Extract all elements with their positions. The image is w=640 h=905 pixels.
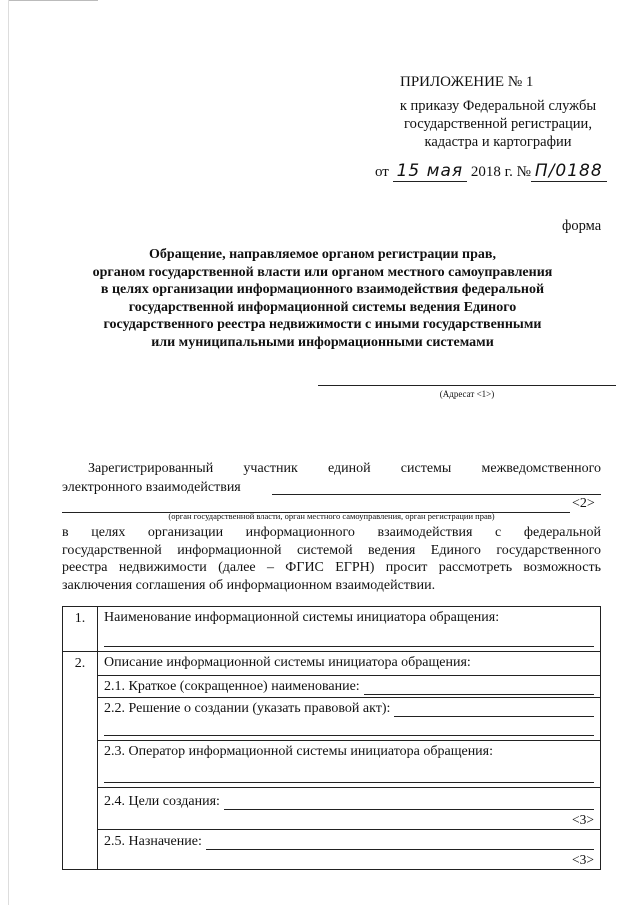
scan-edge-top — [8, 0, 98, 1]
goals-footnote-mark: <3> — [572, 812, 594, 827]
paragraph-line: заключения соглашения об информационном взаимодействии. — [62, 577, 436, 593]
system-name-field[interactable] — [104, 632, 594, 647]
registered-participant-label: электронного взаимодействия — [62, 480, 241, 495]
form-label: форма — [562, 218, 602, 234]
short-name-row — [98, 675, 600, 697]
paragraph-line: в целях организации информационного взаимодействия с федеральной — [62, 525, 601, 540]
operator-row — [98, 740, 600, 783]
operator-field[interactable] — [104, 768, 594, 783]
row-content — [98, 652, 601, 870]
title-line: или муниципальными информационными системами — [151, 334, 494, 350]
row-content — [98, 607, 601, 652]
row-number: 1. — [63, 607, 98, 652]
addressee-caption: (Адресат <1>) — [439, 389, 495, 399]
title-line: в целях организации информационного взаимодействия федеральной — [100, 282, 545, 297]
footnote-mark: <2> — [572, 496, 595, 511]
info-system-table — [62, 606, 601, 870]
system-description-label: Описание информационной системы инициатора обращения: — [104, 655, 471, 670]
paragraph-line: реестра недвижимости (далее – ФГИС ЕГРН) просит рассмотреть возможность — [62, 560, 601, 575]
title-line: органом государственной власти или органом местного самоуправления — [92, 264, 553, 280]
operator-label: 2.3. Оператор информационной системы инициатора обращения: — [104, 744, 494, 759]
title-line: государственного реестра недвижимости с иными государственными — [103, 317, 542, 332]
decision-field-continued[interactable] — [104, 721, 594, 736]
goals-row — [98, 787, 600, 829]
appendix-heading: ПРИЛОЖЕНИЕ № 1 — [400, 74, 534, 90]
purpose-footnote-mark: <3> — [572, 852, 594, 867]
decision-field[interactable] — [394, 702, 594, 717]
order-date-line — [375, 161, 615, 182]
goals-label: 2.4. Цели создания: — [104, 794, 220, 809]
purpose-row — [98, 829, 600, 869]
document-title — [60, 246, 585, 351]
participant-caption: (орган государственной власти, орган местного самоуправления, орган регистрации прав) — [168, 511, 495, 521]
table-row — [63, 607, 601, 652]
registered-participant-line: Зарегистрированный участник единой системы межведомственного — [88, 461, 601, 476]
system-name-label: Наименование информационной системы инициатора обращения: — [104, 610, 500, 625]
purpose-line — [98, 830, 600, 852]
order-reference — [388, 97, 608, 151]
purpose-field[interactable] — [206, 835, 594, 850]
addressee-field[interactable] — [318, 385, 616, 386]
decision-row — [98, 697, 600, 719]
title-line: государственной информационной системы ведения Единого — [128, 299, 517, 315]
participant-name-field[interactable] — [272, 494, 601, 495]
order-line: кадастра и картографии — [424, 134, 572, 150]
date-prefix: от — [375, 164, 389, 180]
table-row — [63, 652, 601, 870]
handwritten-date: 15 мая — [393, 161, 468, 182]
order-line: государственной регистрации, — [404, 116, 592, 132]
purpose-label: 2.5. Назначение: — [104, 834, 202, 849]
date-year: 2018 г. № — [470, 164, 531, 180]
handwritten-number: П/0188 — [531, 161, 607, 182]
request-paragraph — [62, 524, 601, 594]
goals-field[interactable] — [224, 795, 594, 810]
paragraph-line: государственной информационной системой ведения Единого государственного — [62, 542, 601, 558]
title-line: Обращение, направляемое органом регистрации прав, — [149, 247, 496, 262]
order-line: к приказу Федеральной службы — [399, 98, 597, 114]
short-name-label: 2.1. Краткое (сокращенное) наименование: — [104, 679, 360, 694]
row-number: 2. — [63, 652, 98, 870]
short-name-field[interactable] — [364, 680, 594, 695]
goals-line — [98, 788, 600, 812]
decision-label: 2.2. Решение о создании (указать правовой акт): — [104, 701, 391, 716]
scan-edge-left — [8, 0, 9, 905]
